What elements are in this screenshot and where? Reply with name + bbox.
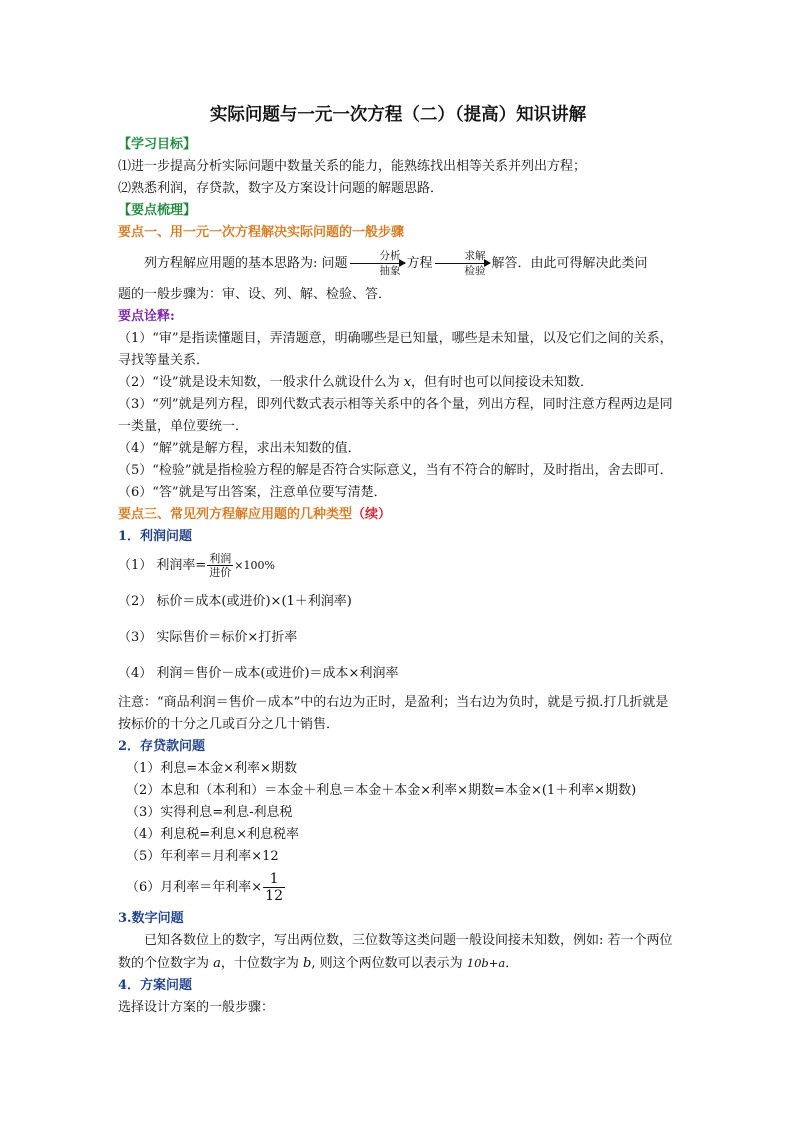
deposit-formula-3: （3）实得利息=利息-利息税 (126, 805, 293, 820)
arrow-solve-top: 求解 (464, 250, 486, 262)
point-1-heading: 要点一、用一元一次方程解决实际问题的一般步骤 (118, 225, 405, 240)
goal-2: ⑵熟悉利润，存贷款，数字及方案设计问题的解题思路． (118, 181, 444, 196)
note-2 (118, 372, 678, 394)
arrow-analyze (350, 250, 405, 277)
deposit-formula-4: （4）利息税=利息×利息税率 (126, 827, 300, 842)
document-page (118, 100, 678, 1019)
note-6: （6）“答”就是写出答案，注意单位要写清楚． (118, 485, 387, 500)
note-3: （3）“列”就是列方程，即列代数式表示相等关系中的各个量，列出方程，同时注意方程两边是同一类量，单位要统一． (118, 397, 673, 434)
profit-formula-1-tail: ×100% (234, 559, 275, 572)
note-1: （1）“审”是指读懂题目，弄清题意，明确哪些是已知量，哪些是未知量，以及它们之间的关系，寻找等量关系． (118, 331, 673, 368)
deposit-formula-5: （5）年利率＝月利率×12 (126, 849, 279, 864)
note-2-variable: x (403, 375, 412, 390)
digit-expression: 10b+a (466, 956, 506, 970)
profit-formula-1 (118, 548, 678, 584)
digit-text-c: , 则这个两位数可以表示为 (311, 956, 467, 971)
section-key-points: 【要点梳理】 (118, 203, 197, 218)
digit-text-d: ． (505, 956, 519, 971)
deposit-formula-1: （1）利息=本金×利率×期数 (126, 761, 297, 776)
note-5: （5）“检验”就是指检验方程的解是否符合实际意义，当有不符合的解时，及时指出，舍去即可． (118, 463, 673, 478)
note-4: （4）“解”就是解方程，求出未知数的值． (118, 441, 361, 456)
point-3-title: 要点三、常见列方程解应用题的几种类型 (118, 507, 353, 522)
note-heading: 要点诠释: (118, 309, 175, 324)
digit-problem-text (118, 930, 678, 975)
note-2-text-a: （2）“设”就是设未知数，一般求什么就设什么为 (118, 375, 404, 390)
note-2-text-b: ，但有时也可以间接设未知数． (411, 375, 594, 390)
arrow-solve (435, 250, 490, 277)
deposit-formula-2: （2）本息和（本利和）＝本金＋利息＝本金＋本金×利率×期数=本金×(1＋利率×期数) (126, 783, 637, 798)
section-learning-goals: 【学习目标】 (118, 137, 197, 152)
arrow-solve-bottom: 检验 (464, 265, 486, 277)
digit-text-a: 已知各数位上的数字，写出两位数，三位数等这类问题一般设间接未知数，例如: 若一个两位数的个位数字为 (118, 933, 673, 971)
type-2-heading: 2．存贷款问题 (118, 739, 206, 754)
profit-formula-1-label: （1） 利润率= (118, 558, 207, 573)
digit-var-b: b (303, 956, 312, 971)
arrow-analyze-top: 分析 (379, 250, 401, 262)
digit-text-b: ，十位数字为 (220, 956, 304, 971)
profit-formula-3: （3） 实际售价＝标价×打折率 (118, 630, 298, 645)
type-4-heading: 4．方案问题 (118, 978, 193, 993)
deposit-formula-6 (118, 868, 678, 908)
profit-formula-2: （2） 标价＝成本(或进价)×(1＋利润率) (118, 594, 352, 609)
arrow-analyze-bottom: 抽象 (379, 265, 401, 277)
basic-idea-suffix: 解答．由此可得解决此类问 (491, 256, 648, 271)
one-twelfth-numerator: 1 (263, 871, 285, 888)
profit-note: 注意：“商品利润＝售价－成本”中的右边为正时，是盈利；当右边为负时，就是亏损.打几折就是按标价的十分之几或百分之几十销售． (118, 695, 669, 732)
type-1-heading: 1．利润问题 (118, 529, 193, 544)
basic-idea-line2: 题的一般步骤为：审、设、列、解、检验、答． (118, 287, 392, 302)
profit-formula-4: （4） 利润＝售价－成本(或进价)＝成本×利润率 (118, 666, 399, 681)
point-3-heading (118, 504, 678, 526)
point-3-suffix: （续） (352, 507, 392, 522)
page-title: 实际问题与一元一次方程（二）（提高）知识讲解 (209, 105, 587, 125)
profit-fraction-denominator: 进价 (209, 566, 232, 579)
type-3-heading: 3.数字问题 (118, 911, 184, 926)
profit-fraction (207, 552, 233, 579)
plan-problem-text: 选择设计方案的一般步骤： (118, 1000, 275, 1015)
one-twelfth-fraction (263, 871, 285, 904)
profit-fraction-numerator: 利润 (209, 552, 232, 565)
basic-idea-prefix: 列方程解应用题的基本思路为: 问题 (144, 256, 348, 271)
digit-var-a: a (213, 956, 221, 971)
deposit-formula-6-label: （6）月利率＝年利率× (126, 880, 263, 895)
basic-idea (118, 250, 678, 278)
goal-1: ⑴进一步提高分析实际问题中数量关系的能力，能熟练找出相等关系并列出方程； (118, 159, 587, 174)
one-twelfth-denominator: 12 (265, 888, 283, 904)
basic-idea-mid: 方程 (406, 256, 433, 271)
